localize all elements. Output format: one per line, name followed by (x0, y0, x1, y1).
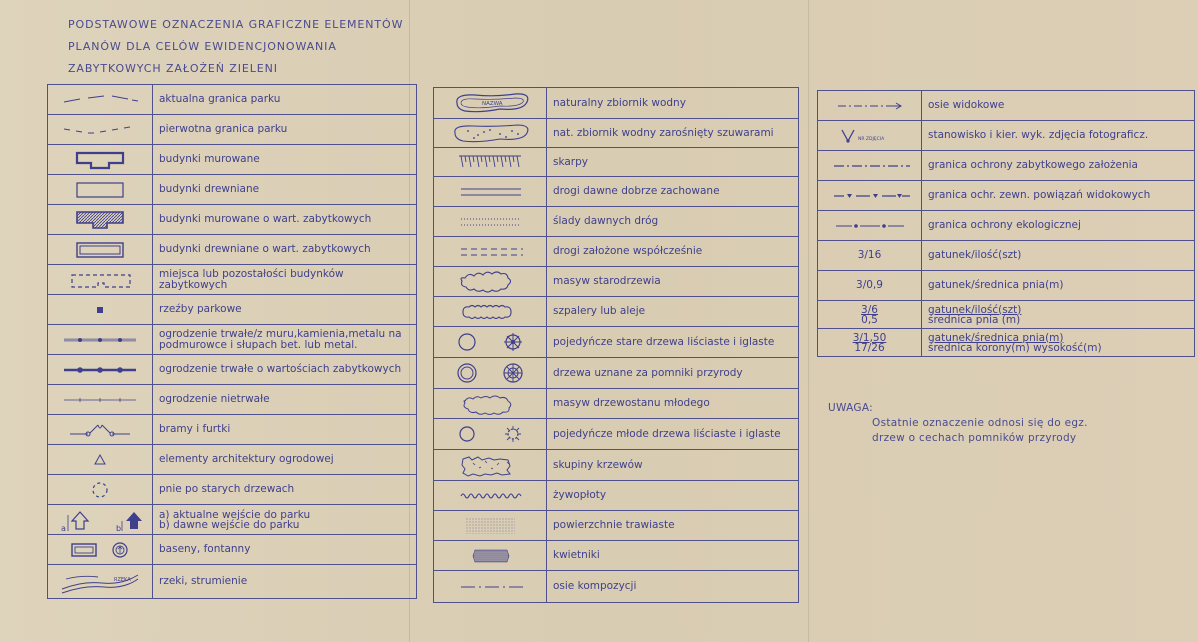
legend-label: budynki drewniane o wart. zabytkowych (153, 235, 417, 265)
title-line-3: ZABYTKOWYCH ZAŁOŻEŃ ZIELENI (68, 62, 278, 75)
legend-row (48, 475, 417, 505)
code-value: 3/16 (818, 241, 922, 271)
legend-label: rzeki, strumienie (153, 565, 417, 599)
legend-label: pojedyńcze stare drzewa liściaste i iglaste (547, 327, 799, 358)
ecological-border-icon (818, 211, 922, 241)
legend-row (48, 295, 417, 325)
legend-row (818, 271, 1195, 301)
legend-row (818, 181, 1195, 211)
legend-label: drzewa uznane za pomniki przyrody (547, 358, 799, 389)
legend-label (153, 505, 417, 535)
building-remains-icon (48, 265, 153, 295)
slope-icon (434, 148, 547, 177)
legend-label: ślady dawnych dróg (547, 207, 799, 237)
legend-label: bramy i furtki (153, 415, 417, 445)
mark-b: b (116, 523, 122, 533)
legend-label: pierwotna granica parku (153, 115, 417, 145)
dash-short-icon (48, 115, 153, 145)
view-axis-icon (818, 91, 922, 121)
legend-row (434, 358, 799, 389)
legend-label (922, 329, 1195, 357)
legend-row (48, 145, 417, 175)
pool-fountain-icon (48, 535, 153, 565)
legend-row (818, 329, 1195, 357)
legend-row (48, 385, 417, 415)
composition-axis-icon (434, 571, 547, 603)
legend-row (434, 297, 799, 327)
building-masonry-icon (48, 145, 153, 175)
legend-label: gatunek/średnica pnia(m) (922, 271, 1195, 301)
fence-temporary-icon (48, 385, 153, 415)
legend-table-1 (47, 84, 417, 599)
legend-label: granica ochrony zabytkowego założenia (922, 151, 1195, 181)
label-bottom: średnica korony(m) wysokość(m) (928, 341, 1102, 354)
legend-label: pojedyńcze młode drzewa liściaste i iglaste (547, 419, 799, 450)
road-traces-icon (434, 207, 547, 237)
legend-row (434, 481, 799, 511)
legend-table-3 (817, 90, 1195, 357)
legend-label: szpalery lub aleje (547, 297, 799, 327)
legend-row (434, 419, 799, 450)
legend-row (48, 415, 417, 445)
photo-number: NR ZDJĘCIA (857, 136, 884, 142)
legend-label: osie kompozycji (547, 571, 799, 603)
legend-row (434, 237, 799, 267)
legend-label: budynki murowane (153, 145, 417, 175)
code-fraction (818, 301, 922, 329)
title-line-2: PLANÓW DLA CELÓW EWIDENCJONOWANIA (68, 40, 337, 53)
legend-label: osie widokowe (922, 91, 1195, 121)
fence-historic-icon (48, 355, 153, 385)
legend-row (48, 535, 417, 565)
legend-label: granica ochrony ekologicznej (922, 211, 1195, 241)
legend-row (818, 301, 1195, 329)
label-top: gatunek/średnica pnia(m) (928, 331, 1064, 344)
legend-label: masyw drzewostanu młodego (547, 389, 799, 419)
legend-row (48, 265, 417, 295)
young-trees-mass-icon (434, 389, 547, 419)
legend-table-2 (433, 87, 799, 603)
code-top: 3/1,50 (852, 331, 887, 344)
river-icon (48, 565, 153, 599)
hedge-icon (434, 481, 547, 511)
legend-label: naturalny zbiornik wodny (547, 88, 799, 119)
legend-label: aktualna granica parku (153, 85, 417, 115)
legend-label: granica ochr. zewn. powiązań widokowych (922, 181, 1195, 211)
grass-icon (434, 511, 547, 541)
legend-row (818, 151, 1195, 181)
code-bottom: 17/26 (854, 341, 885, 354)
document-title (68, 14, 403, 80)
legend-label: ogrodzenie trwałe o wartościach zabytkowych (153, 355, 417, 385)
note-line-1: Ostatnie oznaczenie odnosi się do egz. (872, 417, 1088, 429)
legend-row (434, 119, 799, 148)
label-b: b) dawne wejście do parku (159, 518, 300, 531)
legend-label: stanowisko i kier. wyk. zdjęcia fotograficz. (922, 121, 1195, 151)
legend-label: baseny, fontanny (153, 535, 417, 565)
shrubs-icon (434, 450, 547, 481)
title-line-1: PODSTAWOWE OZNACZENIA GRAFICZNE ELEMENTÓW (68, 18, 404, 31)
legend-label (922, 301, 1195, 329)
legend-row (48, 325, 417, 355)
single-old-trees-icon (434, 327, 547, 358)
building-wood-icon (48, 175, 153, 205)
label-bottom: średnica pnia (m) (928, 313, 1021, 326)
note (828, 402, 1088, 446)
dash-long-icon (48, 85, 153, 115)
legend-row (48, 565, 417, 599)
legend-label: miejsca lub pozostałości budynków zabytkowych (153, 265, 417, 295)
legend-row (48, 115, 417, 145)
road-modern-icon (434, 237, 547, 267)
legend-label: drogi założone współcześnie (547, 237, 799, 267)
note-line-2: drzew o cechach pomników przyrody (872, 432, 1077, 444)
view-protection-icon (818, 181, 922, 211)
fence-permanent-icon (48, 325, 153, 355)
monument-trees-icon (434, 358, 547, 389)
legend-row (48, 235, 417, 265)
river-name: RZEKA (114, 576, 131, 583)
pond-reeds-icon (434, 119, 547, 148)
legend-row (434, 541, 799, 571)
entrance-icon (48, 505, 153, 535)
photo-point-icon (818, 121, 922, 151)
legend-row (48, 355, 417, 385)
old-trees-mass-icon (434, 267, 547, 297)
code-value: 3/0,9 (818, 271, 922, 301)
legend-row (434, 327, 799, 358)
legend-label: ogrodzenie nietrwałe (153, 385, 417, 415)
stump-icon (48, 475, 153, 505)
legend-row (818, 211, 1195, 241)
legend-row (434, 207, 799, 237)
legend-label: powierzchnie trawiaste (547, 511, 799, 541)
legend-label: budynki murowane o wart. zabytkowych (153, 205, 417, 235)
legend-label: skupiny krzewów (547, 450, 799, 481)
legend-row (434, 571, 799, 603)
legend-label: drogi dawne dobrze zachowane (547, 177, 799, 207)
code-top: 3/6 (861, 303, 878, 316)
mark-a: a (61, 523, 66, 533)
legend-label: pnie po starych drzewach (153, 475, 417, 505)
building-masonry-historic-icon (48, 205, 153, 235)
legend-label: masyw starodrzewia (547, 267, 799, 297)
road-old-icon (434, 177, 547, 207)
legend-row (48, 175, 417, 205)
legend-row (48, 85, 417, 115)
legend-label: gatunek/ilość(szt) (922, 241, 1195, 271)
legend-row (48, 505, 417, 535)
legend-row (434, 148, 799, 177)
legend-row (434, 88, 799, 119)
single-young-trees-icon (434, 419, 547, 450)
legend-row (818, 121, 1195, 151)
building-wood-historic-icon (48, 235, 153, 265)
legend-label: elementy architektury ogrodowej (153, 445, 417, 475)
legend-label: nat. zbiornik wodny zarośnięty szuwarami (547, 119, 799, 148)
flowerbed-icon (434, 541, 547, 571)
legend-label: rzeźby parkowe (153, 295, 417, 325)
legend-row (434, 267, 799, 297)
legend-row (48, 205, 417, 235)
label-top: gatunek/ilość(szt) (928, 303, 1022, 316)
gate-icon (48, 415, 153, 445)
legend-row (434, 511, 799, 541)
legend-row (818, 241, 1195, 271)
legend-label: budynki drewniane (153, 175, 417, 205)
code-fraction (818, 329, 922, 357)
legend-label: skarpy (547, 148, 799, 177)
sculpture-icon (48, 295, 153, 325)
legend-row (434, 177, 799, 207)
note-head: UWAGA: (828, 402, 873, 414)
code-bottom: 0,5 (861, 313, 878, 326)
legend-row (48, 445, 417, 475)
legend-row (818, 91, 1195, 121)
legend-label: kwietniki (547, 541, 799, 571)
pond-icon (434, 88, 547, 119)
legend-label: ogrodzenie trwałe/z muru,kamienia,metalu na podmurowce i słupach bet. lub metal. (153, 325, 417, 355)
fold-line (808, 0, 809, 642)
alley-icon (434, 297, 547, 327)
triangle-icon (48, 445, 153, 475)
pond-name: NAZWA (482, 101, 503, 107)
legend-row (434, 389, 799, 419)
label-a: a) aktualne wejście do parku (159, 508, 311, 521)
legend-label: żywopłoty (547, 481, 799, 511)
protection-border-icon (818, 151, 922, 181)
legend-row (434, 450, 799, 481)
